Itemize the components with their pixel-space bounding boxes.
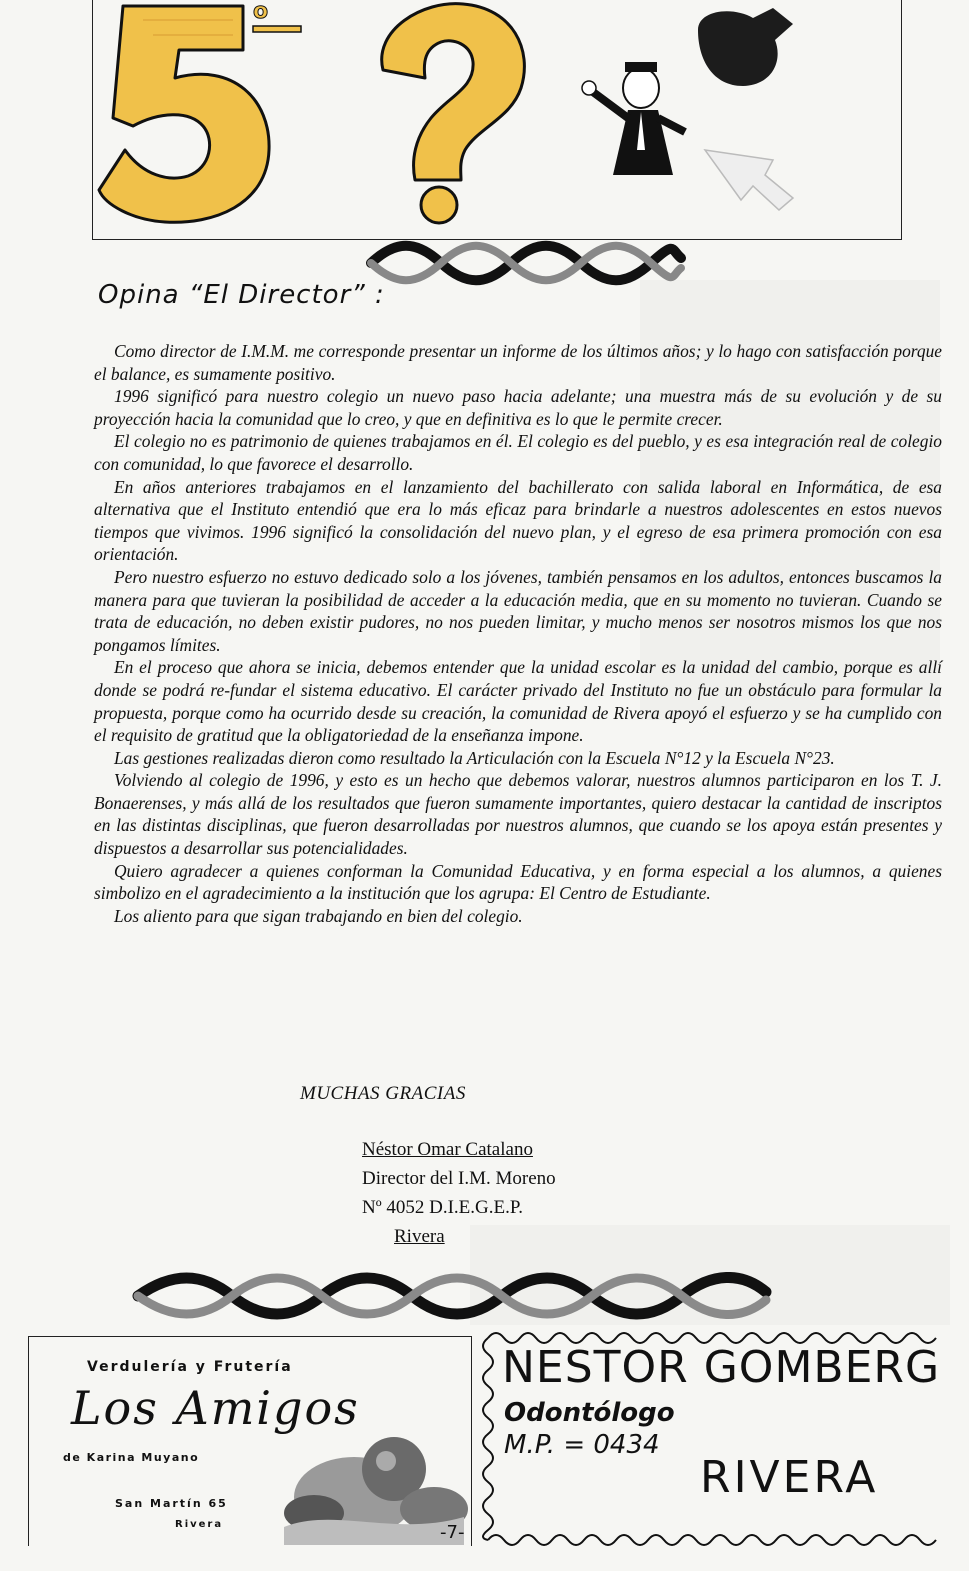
grade-suffix-underline xyxy=(253,26,301,32)
paragraph: En el proceso que ahora se inicia, debemos entender que la unidad escolar es la unidad del cambio, porque es allí donde se podrá re-fundar el sistema educativo. El carácter privado del Instituto no fue un obstáculo para formular la propuesta, porque como ha ocurrido desde su creación, la comunidad de Rivera apoyó el esfuerzo y se ha cumplido con el requisito de gratitud que la obligatoriedad de la enseñanza impone. xyxy=(94,657,942,746)
article-heading: Opina “El Director” : xyxy=(98,280,385,310)
cartoon-director-figure xyxy=(582,62,685,175)
paragraph: Pero nuestro esfuerzo no estuvo dedicado solo a los jóvenes, también pensamos en los adultos, entonces buscamos la manera para que tuvieran la posibilidad de acceder a la educación media, que en su momento no tuvieran. Cuando se trata de educación, no deben existir pudores, no nos pueden limitar, y mucho menos ser nosotros mismos los que nos pongamos límites. xyxy=(94,566,942,655)
ad-owner: de Karina Muyano xyxy=(63,1451,200,1464)
grade-suffix: o xyxy=(253,0,269,24)
braid-divider-bottom xyxy=(132,1272,772,1320)
ad-profession: Odontólogo xyxy=(504,1398,675,1428)
ad-license: M.P. = 0434 xyxy=(504,1430,660,1460)
paragraph: El colegio no es patrimonio de quienes trabajamos en él. El colegio es del pueblo, y es esa integración real de colegio con comunidad, lo que favorece el desarrollo. xyxy=(94,431,942,474)
closing-thanks: MUCHAS GRACIAS xyxy=(300,1083,466,1104)
ad-dentist-name: NESTOR GOMBERG xyxy=(502,1342,941,1393)
header-box xyxy=(92,0,902,240)
advertisement-dentist xyxy=(478,1326,948,1551)
paragraph: Las gestiones realizadas dieron como resultado la Articulación con la Escuela N°12 y la Escuela N°23. xyxy=(114,747,835,768)
paragraph: 1996 significó para nuestro colegio un nuevo paso hacia adelante; una muestra más de su evolución y de su proyección hacia la comunidad que lo creo, y que en definitiva es lo que le permite crecer. xyxy=(94,386,942,429)
ad-business-name: Los Amigos xyxy=(71,1381,360,1435)
ad-address: San Martín 65 xyxy=(115,1497,228,1510)
signature-role: Director del I.M. Moreno xyxy=(362,1168,556,1189)
ad-subtitle: Verdulería y Frutería xyxy=(87,1359,293,1375)
header-illustration xyxy=(93,0,903,240)
question-mark-art xyxy=(382,4,525,223)
paragraph: Volviendo al colegio de 1996, y esto es un hecho que debemos valorar, nuestros alumnos participaron en los T. J. Bonaerenses, y más allá de los resultados que fueron sumamente importantes, quiero destacar la cantidad de inscriptos en las distintas disciplinas, que fueron desarrolladas por nuestros alumnos, que cuando se los apoya están presentes y dispuestos a desarrollar sus potencialidades. xyxy=(94,770,942,859)
signature-registration: Nº 4052 D.I.E.G.E.P. xyxy=(362,1197,524,1218)
page-number: -7- xyxy=(440,1522,465,1543)
paragraph: Los aliento para que sigan trabajando en bien del colegio. xyxy=(114,905,523,926)
ad-city: RIVERA xyxy=(700,1452,879,1503)
ad-city: Rivera xyxy=(175,1519,224,1530)
signature-place: Rivera xyxy=(394,1226,445,1247)
advertisement-greengrocer xyxy=(28,1336,472,1546)
dark-object-illustration xyxy=(698,8,793,86)
grade-number-art xyxy=(99,6,269,222)
faded-arrow-illustration xyxy=(705,150,793,210)
paragraph: En años anteriores trabajamos en el lanzamiento del bachillerato con salida laboral en Informática, de esa alternativa que el Instituto entendió que era lo más eficaz para brindarle a nuestros adolescentes en estos nuevos tiempos que vivimos. 1996 significó la consolidación del nuevo plan, y el egreso de esa primera promoción con esa orientación. xyxy=(94,476,942,565)
signature-name: Néstor Omar Catalano xyxy=(362,1139,533,1160)
article-body xyxy=(94,340,942,927)
signature-block xyxy=(362,1135,556,1251)
paragraph: Quiero agradecer a quienes conforman la Comunidad Educativa, y en forma especial a los alumnos, a quienes simbolizo en el agradecimiento a la institución que los agrupa: El Centro de Estudiante. xyxy=(94,860,942,904)
braid-divider-top xyxy=(366,240,686,286)
paragraph: Como director de I.M.M. me corresponde presentar un informe de los últimos años; y lo hago con satisfacción porque el balance, es sumamente positivo. xyxy=(94,341,942,384)
